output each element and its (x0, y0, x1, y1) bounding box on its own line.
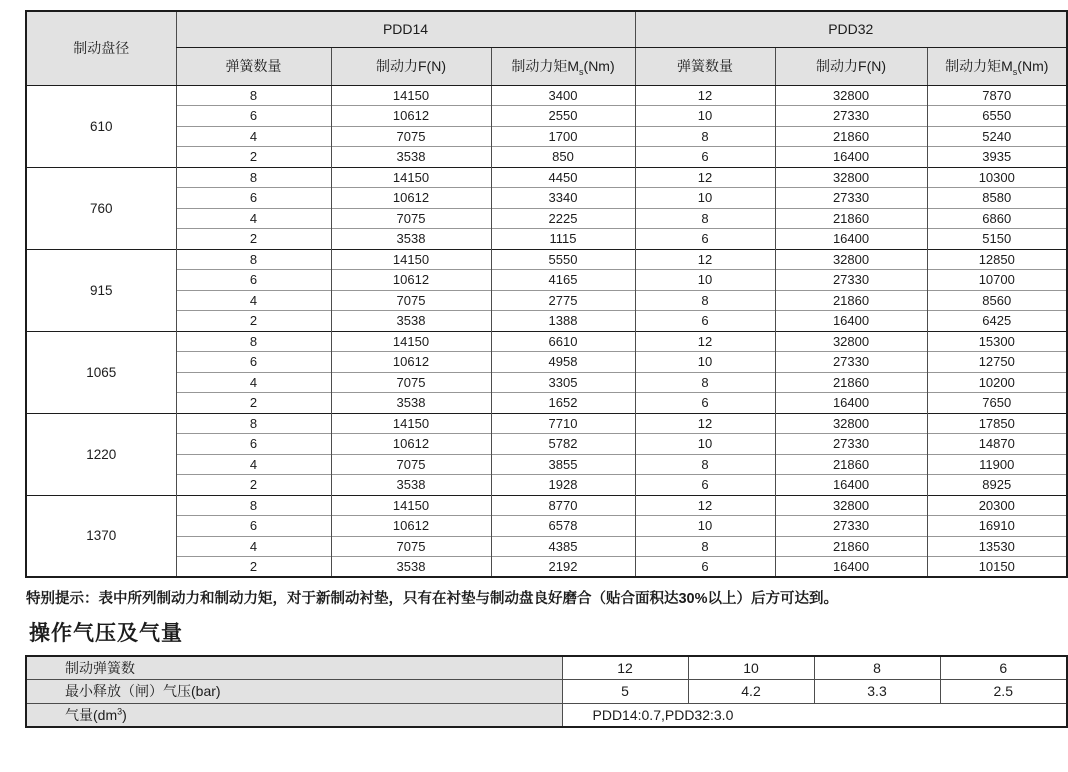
spec-row (26, 126, 1067, 147)
spec-value-cell: 6 (176, 188, 331, 209)
air-volume-value-cell: PDD14:0.7,PDD32:3.0 (562, 703, 1067, 727)
spec-row (26, 106, 1067, 127)
pressure-value-cell: 12 (562, 656, 688, 680)
spec-value-cell: 5782 (491, 434, 635, 455)
spec-value-cell: 6610 (491, 331, 635, 352)
spec-row (26, 475, 1067, 496)
spec-value-cell: 21860 (775, 454, 927, 475)
spec-value-cell: 32800 (775, 331, 927, 352)
braking-torque-header (927, 47, 1067, 85)
spec-value-cell: 10612 (331, 352, 491, 373)
spec-value-cell: 3935 (927, 147, 1067, 168)
spec-value-cell: 2 (176, 475, 331, 496)
pressure-row-label (26, 703, 562, 727)
spec-value-cell: 16400 (775, 147, 927, 168)
spec-value-cell: 1115 (491, 229, 635, 250)
spec-value-cell: 8580 (927, 188, 1067, 209)
spec-value-cell: 10612 (331, 188, 491, 209)
spec-value-cell: 5240 (927, 126, 1067, 147)
disc-diameter-cell: 610 (26, 85, 176, 167)
braking-torque-header (491, 47, 635, 85)
spec-value-cell: 6550 (927, 106, 1067, 127)
spec-value-cell: 8925 (927, 475, 1067, 496)
spec-value-cell: 4 (176, 454, 331, 475)
spec-row (26, 536, 1067, 557)
torque-header-suffix: (Nm) (583, 57, 615, 74)
spec-value-cell: 4 (176, 126, 331, 147)
spec-value-cell: 3855 (491, 454, 635, 475)
spec-value-cell: 20300 (927, 495, 1067, 516)
air-volume-label-prefix: 气量(dm (65, 706, 118, 723)
spec-row (26, 352, 1067, 373)
spec-value-cell: 14150 (331, 413, 491, 434)
spec-value-cell: 3538 (331, 393, 491, 414)
spec-table-body (26, 85, 1067, 577)
pressure-row-release-pressure (26, 680, 1067, 704)
spec-value-cell: 16400 (775, 557, 927, 578)
spec-value-cell: 10 (635, 434, 775, 455)
spec-value-cell: 8 (176, 167, 331, 188)
spec-value-cell: 7075 (331, 208, 491, 229)
spec-value-cell: 6 (176, 106, 331, 127)
spec-value-cell: 7075 (331, 454, 491, 475)
spec-value-cell: 14150 (331, 331, 491, 352)
spec-row (26, 393, 1067, 414)
spec-value-cell: 4 (176, 536, 331, 557)
disc-diameter-cell: 1065 (26, 331, 176, 413)
spec-row (26, 331, 1067, 352)
spec-value-cell: 10612 (331, 516, 491, 537)
braking-force-header: 制动力F(N) (331, 47, 491, 85)
spec-value-cell: 7650 (927, 393, 1067, 414)
spec-value-cell: 3305 (491, 372, 635, 393)
spec-value-cell: 3538 (331, 311, 491, 332)
spec-value-cell: 5150 (927, 229, 1067, 250)
spec-value-cell: 3400 (491, 85, 635, 106)
special-note: 特别提示：表中所列制动力和制动力矩，对于新制动衬垫，只有在衬垫与制动盘良好磨合（贴合面积达30%以上）后方可达到。 (26, 591, 839, 607)
spec-row (26, 311, 1067, 332)
brake-spec-table (25, 10, 1068, 578)
spec-value-cell: 6 (176, 516, 331, 537)
spec-value-cell: 4450 (491, 167, 635, 188)
spec-value-cell: 4 (176, 208, 331, 229)
spec-value-cell: 32800 (775, 249, 927, 270)
spec-row (26, 290, 1067, 311)
spec-value-cell: 10 (635, 106, 775, 127)
spec-value-cell: 1928 (491, 475, 635, 496)
spec-value-cell: 10612 (331, 270, 491, 291)
spec-value-cell: 8 (635, 126, 775, 147)
spec-value-cell: 10 (635, 352, 775, 373)
spec-value-cell: 32800 (775, 167, 927, 188)
disc-diameter-cell: 915 (26, 249, 176, 331)
spec-value-cell: 14870 (927, 434, 1067, 455)
spec-value-cell: 2192 (491, 557, 635, 578)
spec-value-cell: 8 (176, 495, 331, 516)
spec-value-cell: 27330 (775, 270, 927, 291)
spec-value-cell: 7075 (331, 372, 491, 393)
spec-value-cell: 850 (491, 147, 635, 168)
spec-value-cell: 13530 (927, 536, 1067, 557)
disc-diameter-header: 制动盘径 (26, 11, 176, 85)
spec-value-cell: 8 (635, 208, 775, 229)
torque-header-prefix: 制动力矩M (945, 57, 1013, 74)
spec-value-cell: 7870 (927, 85, 1067, 106)
spec-value-cell: 10612 (331, 434, 491, 455)
torque-header-subscript: s (579, 66, 584, 77)
operating-pressure-table (25, 655, 1068, 728)
spec-value-cell: 8 (635, 536, 775, 557)
spec-row (26, 516, 1067, 537)
spec-value-cell: 12 (635, 495, 775, 516)
spec-value-cell: 10150 (927, 557, 1067, 578)
pressure-value-cell: 4.2 (688, 680, 814, 704)
spec-value-cell: 12 (635, 167, 775, 188)
spec-value-cell: 21860 (775, 372, 927, 393)
spec-value-cell: 32800 (775, 413, 927, 434)
model-header-pdd32: PDD32 (635, 11, 1067, 47)
spec-value-cell: 10300 (927, 167, 1067, 188)
spec-value-cell: 27330 (775, 352, 927, 373)
spec-value-cell: 3538 (331, 475, 491, 496)
spec-value-cell: 7075 (331, 290, 491, 311)
spec-value-cell: 32800 (775, 495, 927, 516)
spec-value-cell: 6 (635, 557, 775, 578)
spec-value-cell: 2775 (491, 290, 635, 311)
spec-value-cell: 17850 (927, 413, 1067, 434)
spec-value-cell: 6 (635, 311, 775, 332)
spec-value-cell: 16400 (775, 475, 927, 496)
spec-value-cell: 12750 (927, 352, 1067, 373)
spec-value-cell: 14150 (331, 167, 491, 188)
pressure-value-cell: 10 (688, 656, 814, 680)
spec-value-cell: 6 (176, 270, 331, 291)
spec-value-cell: 8 (176, 413, 331, 434)
spec-value-cell: 16910 (927, 516, 1067, 537)
spec-value-cell: 27330 (775, 434, 927, 455)
spec-value-cell: 27330 (775, 188, 927, 209)
pressure-value-cell: 2.5 (940, 680, 1067, 704)
spec-row (26, 188, 1067, 209)
spec-value-cell: 21860 (775, 126, 927, 147)
spec-value-cell: 10200 (927, 372, 1067, 393)
spec-value-cell: 11900 (927, 454, 1067, 475)
spec-value-cell: 2 (176, 147, 331, 168)
spec-value-cell: 4 (176, 372, 331, 393)
spec-value-cell: 8 (635, 372, 775, 393)
pressure-value-cell: 5 (562, 680, 688, 704)
spec-row (26, 557, 1067, 578)
spec-value-cell: 16400 (775, 393, 927, 414)
spec-row (26, 147, 1067, 168)
spec-value-cell: 6 (176, 352, 331, 373)
spec-value-cell: 14150 (331, 495, 491, 516)
pressure-value-cell: 3.3 (814, 680, 940, 704)
pressure-row-label: 最小释放（闸）气压(bar) (26, 680, 562, 704)
pressure-row-label: 制动弹簧数 (26, 656, 562, 680)
spec-value-cell: 7710 (491, 413, 635, 434)
spec-value-cell: 8 (176, 331, 331, 352)
spec-value-cell: 12 (635, 331, 775, 352)
spec-value-cell: 14150 (331, 249, 491, 270)
spec-value-cell: 8 (635, 454, 775, 475)
spec-value-cell: 8 (176, 249, 331, 270)
spec-value-cell: 8 (635, 290, 775, 311)
spec-value-cell: 2550 (491, 106, 635, 127)
braking-force-header: 制动力F(N) (775, 47, 927, 85)
spec-value-cell: 3538 (331, 147, 491, 168)
spec-row (26, 270, 1067, 291)
torque-header-suffix: (Nm) (1017, 57, 1049, 74)
spec-value-cell: 16400 (775, 229, 927, 250)
spec-value-cell: 21860 (775, 290, 927, 311)
spec-value-cell: 4 (176, 290, 331, 311)
spec-value-cell: 16400 (775, 311, 927, 332)
spec-value-cell: 3538 (331, 557, 491, 578)
spec-row (26, 249, 1067, 270)
disc-diameter-cell: 760 (26, 167, 176, 249)
spec-value-cell: 1700 (491, 126, 635, 147)
spec-table-header (26, 11, 1067, 85)
spec-value-cell: 10 (635, 516, 775, 537)
spec-value-cell: 10612 (331, 106, 491, 127)
pressure-value-cell: 6 (940, 656, 1067, 680)
spec-value-cell: 6425 (927, 311, 1067, 332)
air-volume-label-suffix: ) (122, 706, 127, 723)
spec-value-cell: 8560 (927, 290, 1067, 311)
air-volume-label-superscript: 3 (117, 705, 123, 716)
spec-value-cell: 12 (635, 413, 775, 434)
spec-row (26, 413, 1067, 434)
spec-row (26, 85, 1067, 106)
spec-value-cell: 6 (176, 434, 331, 455)
spec-value-cell: 6860 (927, 208, 1067, 229)
spec-value-cell: 4385 (491, 536, 635, 557)
pressure-value-cell: 8 (814, 656, 940, 680)
spec-value-cell: 6578 (491, 516, 635, 537)
disc-diameter-cell: 1220 (26, 413, 176, 495)
spec-value-cell: 6 (635, 475, 775, 496)
spec-value-cell: 2 (176, 393, 331, 414)
model-header-pdd14: PDD14 (176, 11, 635, 47)
spec-value-cell: 12 (635, 85, 775, 106)
spec-value-cell: 6 (635, 393, 775, 414)
spec-value-cell: 10 (635, 270, 775, 291)
torque-header-prefix: 制动力矩M (511, 57, 580, 74)
torque-header-subscript: s (1012, 66, 1018, 77)
spec-value-cell: 2 (176, 557, 331, 578)
spec-value-cell: 4958 (491, 352, 635, 373)
spec-value-cell: 2225 (491, 208, 635, 229)
spec-value-cell: 10700 (927, 270, 1067, 291)
spec-value-cell: 12850 (927, 249, 1067, 270)
spec-value-cell: 32800 (775, 85, 927, 106)
springs-count-header: 弹簧数量 (176, 47, 331, 85)
spec-value-cell: 3340 (491, 188, 635, 209)
spec-value-cell: 12 (635, 249, 775, 270)
spec-value-cell: 4165 (491, 270, 635, 291)
spec-value-cell: 7075 (331, 536, 491, 557)
spec-value-cell: 2 (176, 311, 331, 332)
spec-row (26, 495, 1067, 516)
section-title: 操作气压及气量 (29, 622, 183, 645)
spec-value-cell: 5550 (491, 249, 635, 270)
spec-row (26, 167, 1067, 188)
spec-value-cell: 1388 (491, 311, 635, 332)
spec-value-cell: 21860 (775, 208, 927, 229)
spec-row (26, 229, 1067, 250)
spec-row (26, 372, 1067, 393)
spec-row (26, 454, 1067, 475)
disc-diameter-cell: 1370 (26, 495, 176, 577)
spec-value-cell: 27330 (775, 516, 927, 537)
pressure-row-air-volume (26, 703, 1067, 727)
spec-value-cell: 8 (176, 85, 331, 106)
spec-row (26, 434, 1067, 455)
spec-value-cell: 6 (635, 147, 775, 168)
spec-row (26, 208, 1067, 229)
spec-value-cell: 7075 (331, 126, 491, 147)
spec-value-cell: 6 (635, 229, 775, 250)
spec-value-cell: 27330 (775, 106, 927, 127)
spec-value-cell: 8770 (491, 495, 635, 516)
springs-count-header: 弹簧数量 (635, 47, 775, 85)
spec-value-cell: 3538 (331, 229, 491, 250)
spec-value-cell: 15300 (927, 331, 1067, 352)
spec-value-cell: 1652 (491, 393, 635, 414)
spec-value-cell: 2 (176, 229, 331, 250)
spec-value-cell: 10 (635, 188, 775, 209)
spec-value-cell: 14150 (331, 85, 491, 106)
spec-value-cell: 21860 (775, 536, 927, 557)
pressure-row-springs (26, 656, 1067, 680)
